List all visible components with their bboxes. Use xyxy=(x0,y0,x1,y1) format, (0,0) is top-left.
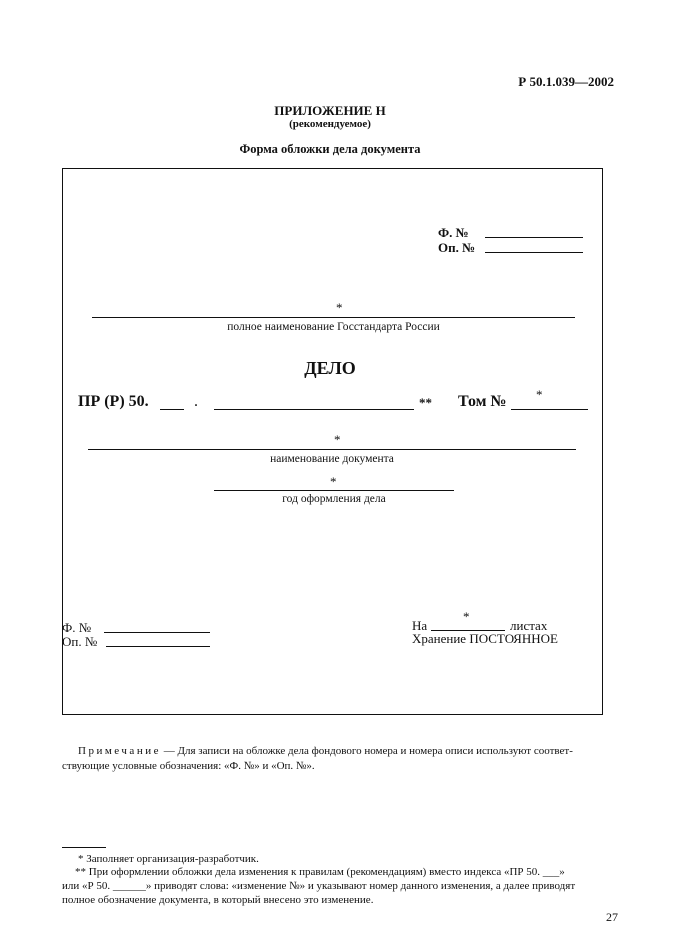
document-number: Р 50.1.039—2002 xyxy=(518,74,614,89)
year-caption: год оформления дела xyxy=(282,493,386,505)
year-line[interactable] xyxy=(214,490,454,491)
sheets-label: листах xyxy=(510,618,548,633)
volume-number-line[interactable] xyxy=(511,409,588,410)
bottom-inventory-line[interactable] xyxy=(106,646,210,647)
appendix-title: ПРИЛОЖЕНИЕ Н xyxy=(274,103,386,118)
case-number-line[interactable] xyxy=(160,409,184,410)
bottom-fund-label: Ф. № xyxy=(62,620,92,635)
footnote-separator xyxy=(62,847,106,848)
volume-label: Том № xyxy=(458,393,507,410)
case-suffix-line[interactable] xyxy=(214,409,414,410)
inventory-number-line[interactable] xyxy=(485,252,583,253)
case-prefix: ПР (Р) 50. xyxy=(78,393,149,410)
footnote-2-line2: или «Р 50. ______» приводят слова: «изменение №» и указывают номер данного изменения, а далее приводят xyxy=(62,880,576,892)
doc-name-caption: наименование документа xyxy=(270,453,394,465)
footnote-2-text: При оформлении обложки дела изменения к правилам (рекомендациям) вместо индекса «ПР 50. ___» xyxy=(88,866,565,878)
sheets-on-label: На xyxy=(412,618,428,633)
footnote-1-marker: * xyxy=(78,853,84,865)
year-marker: * xyxy=(330,474,337,489)
note-text: — Для записи на обложке дела фондового номера и номера описи используют соответ- xyxy=(160,745,573,757)
footnote-1 xyxy=(78,852,259,866)
appendix-subtitle: (рекомендуемое) xyxy=(289,118,371,130)
footnote-2 xyxy=(75,865,565,879)
bottom-inventory-label: Оп. № xyxy=(62,634,98,649)
delo-title: ДЕЛО xyxy=(304,358,356,378)
case-dot: . xyxy=(194,393,198,410)
bottom-fund-line[interactable] xyxy=(104,632,210,633)
agency-name-line[interactable] xyxy=(92,317,575,318)
doc-name-line[interactable] xyxy=(88,449,576,450)
footnote-2-line3: полное обозначение документа, в который внесено это изменение. xyxy=(62,894,374,906)
doc-name-marker: * xyxy=(334,432,341,447)
case-double-marker: ** xyxy=(419,395,432,410)
agency-name-caption: полное наименование Госстандарта России xyxy=(227,321,440,333)
fund-number-line[interactable] xyxy=(485,237,583,238)
fund-number-label: Ф. № xyxy=(438,225,469,240)
note-line2: ствующие условные обозначения: «Ф. №» и «Оп. №». xyxy=(62,760,315,772)
footnote-1-text: Заполняет организация-разработчик. xyxy=(86,853,259,865)
form-title: Форма обложки дела документа xyxy=(239,142,421,156)
sheets-marker: * xyxy=(463,609,470,624)
page-number: 27 xyxy=(606,910,618,924)
volume-marker: * xyxy=(536,387,543,402)
note-line1 xyxy=(78,745,573,757)
storage-label: Хранение ПОСТОЯННОЕ xyxy=(412,631,558,646)
footnote-2-marker: ** xyxy=(75,866,86,878)
inventory-number-label: Оп. № xyxy=(438,240,476,255)
agency-marker: * xyxy=(336,300,343,315)
note-label: Примечание xyxy=(78,745,161,757)
